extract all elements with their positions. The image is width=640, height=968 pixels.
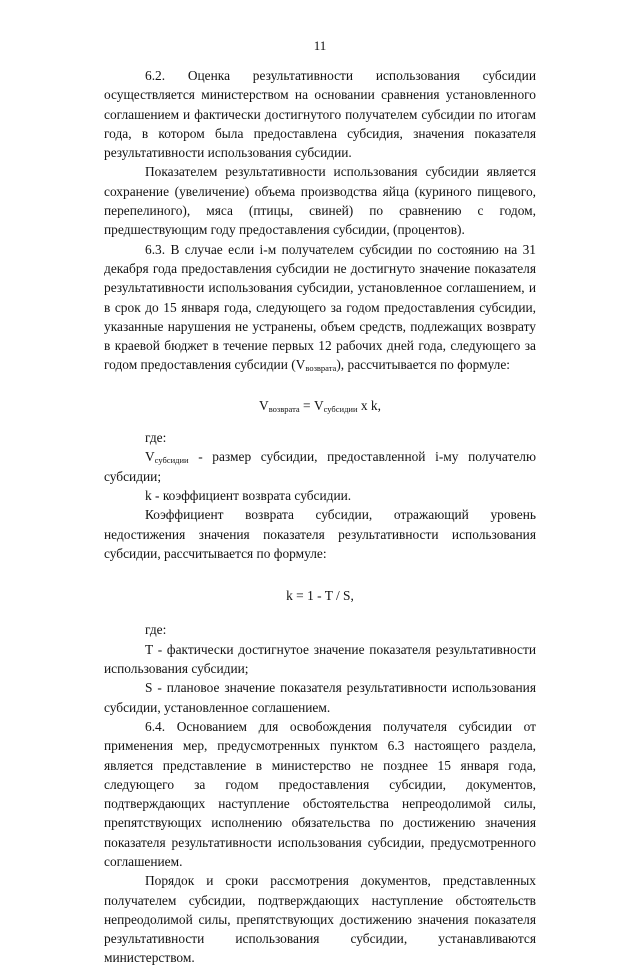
paragraph-indicator: Показателем результативности использования субсидии является сохранение (увеличение) объема производства яйца (куриного пищевого, перепелиного), мяса (птицы, свиней) по сравнению с годом, предшествующим году предоставления субсидии, (процентов). [104,164,536,238]
formula1-eq: = V [299,397,324,413]
formula-return-volume [104,396,536,415]
definition-k: k - коэффициент возврата субсидии. [145,487,352,503]
def1-text: - размер субсидии, предоставленной i-му получателю субсидии; [104,449,536,484]
where-label-2: где: [145,622,167,638]
document-body [104,66,536,968]
paragraph-procedure: Порядок и сроки рассмотрения документов, представленных получателем субсидии, подтверждающих наступление обстоятельств непреодолимой силы, препятствующих достижению значения показателя результативности использования субсидии, устанавливаются министерством. [104,873,536,966]
formula1-lhs-sub: возврата [268,403,300,414]
paragraph-6-3 [104,240,536,375]
page-number: 11 [313,38,327,53]
def1-v: V [145,449,155,465]
paragraph-6-3-tail: ), рассчитывается по формуле: [336,357,511,373]
definition-t: T - фактически достигнутое значение показателя результативности использования субсидии; [104,641,536,677]
definition-s: S - плановое значение показателя результативности использования субсидии, установленное соглашением. [104,680,536,715]
def1-sub: субсидии [154,455,189,466]
formula1-rhs-sub: субсидии [323,403,358,414]
where-label-1: где: [145,430,167,446]
subscript-return: возврата [305,363,337,374]
formula1-lhs: V [259,397,269,413]
formula-coefficient: k = 1 - T / S, [286,588,354,604]
paragraph-6-4: 6.4. Основанием для освобождения получателя субсидии от применения мер, предусмотренных пунктом 6.3 настоящего раздела, является представление в министерство не позднее 15 января года, следующего за годом предоставления субсидии, документов, подтверждающих наступление обстоятельства непреодолимой силы, препятствующих исполнению обязательства по достижению значения показателя результативности использования субсидии, предусмотренного соглашением. [104,718,536,869]
paragraph-6-3-text: 6.3. В случае если i-м получателем субсидии по состоянию на 31 декабря года предоставления субсидии не достигнуто значение показателя результативности использования субсидии, установленное соглашением, и в срок до 15 января года, следующего за годом предоставления субсидии, указанные нарушения не устранены, объем средств, подлежащих возврату в краевой бюджет в течение первых 12 рабочих дней года, следующего за годом предоставления субсидии (V [104,241,536,373]
definition-v-subsidy [104,447,536,486]
formula1-tail: x k, [357,397,381,413]
paragraph-6-2: 6.2. Оценка результативности использования субсидии осуществляется министерством на основании сравнения установленного соглашением и фактически достигнутого получателем субсидии по итогам года, в котором была предоставлена субсидия, значения показателя результативности использования субсидии. [104,68,536,161]
paragraph-coefficient: Коэффициент возврата субсидии, отражающий уровень недостижения значения показателя результативности использования субсидии, рассчитывается по формуле: [104,507,536,561]
